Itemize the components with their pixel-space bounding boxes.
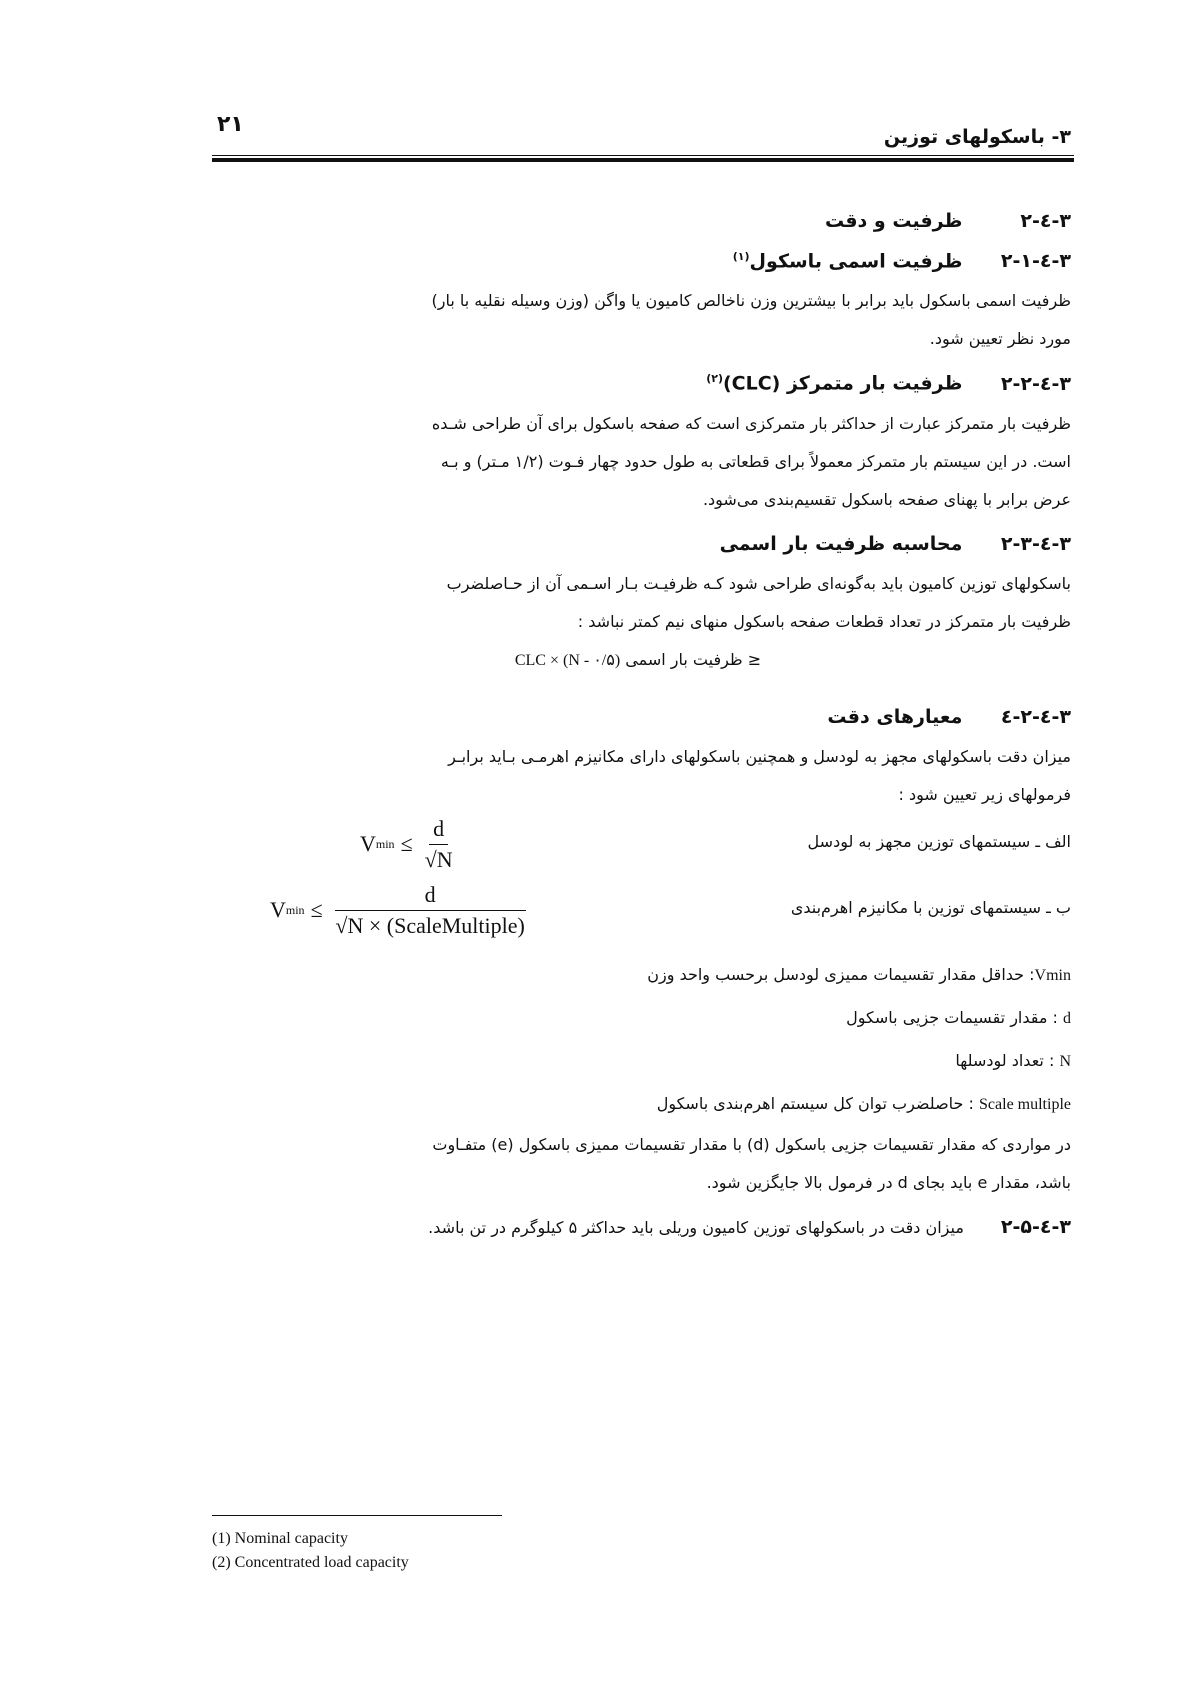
definition-symbol: d [1063, 1009, 1071, 1027]
section-heading [205, 210, 1071, 232]
paragraph-line: ظرفیت بار متمرکز عبارت از حداکثر بار متمرکزی است که صفحه باسکول برای آن طراحی شـده [431, 413, 1071, 433]
subsection-text: میزان دقت در باسکولهای توزین کامیون وریلی باید حداکثر ۵ کیلوگرم در تن باشد. [428, 1217, 964, 1237]
paragraph-line: ظرفیت بار متمرکز در تعداد قطعات صفحه باسکول منهای نیم کمتر نباشد : [577, 611, 1071, 631]
subsection-number: ۳-٤-۲-۳ [1000, 532, 1071, 555]
formula-numerator: d [429, 816, 448, 845]
paragraph-line: است. در این سیستم بار متمرکز معمولاً برای قطعاتی به طول حدود چهار فـوت (۱/۲ مـتر) و بـه [440, 451, 1071, 471]
subsection-title: محاسبه ظرفیت بار اسمی [719, 532, 963, 555]
paragraph-line: باشد، مقدار e باید بجای d در فرمول بالا جایگزین شود. [706, 1172, 1071, 1192]
paragraph-line: میزان دقت باسکولهای مجهز به لودسل و همچنین باسکولهای دارای مکانیزم اهرمـی بـاید برابـر [448, 746, 1071, 766]
formula-lhs-sub: min [285, 902, 305, 917]
footnote-rule [212, 1515, 502, 1516]
subsection-5 [205, 1216, 1071, 1238]
section-number: ۳-٤-۲ [1020, 210, 1071, 232]
definition-symbol: Scale multiple [979, 1095, 1071, 1113]
formula-a-math [360, 816, 453, 873]
paragraph-line: در مواردی که مقدار تقسیمات جزیی باسکول (d) با مقدار تقسیمات ممیزی باسکول (e) متفـاوت [432, 1134, 1071, 1154]
definition-text: : مقدار تقسیمات جزیی باسکول [846, 1007, 1063, 1027]
subsection-heading-2 [205, 372, 1071, 394]
definition-d [205, 997, 1071, 1040]
definition-vmin [205, 954, 1071, 997]
definition-symbol: N [1059, 1052, 1071, 1070]
header-rule-thin [212, 155, 1074, 156]
formula-numerator: d [335, 882, 526, 911]
paragraph-line: مورد نظر تعیین شود. [929, 329, 1071, 349]
formula-math: CLC × (N - ۰/۵) [514, 651, 621, 669]
formula-lhs-sub: min [375, 836, 395, 851]
definition-symbol: Vmin [1034, 966, 1071, 984]
formula-lhs: V [360, 831, 376, 857]
paragraph-line: باسکولهای توزین کامیون باید به‌گونه‌ای طراحی شود کـه ظرفیـت بـار اسـمی آن از حـاصلضرب [446, 573, 1071, 593]
subsection-heading-4 [205, 706, 1071, 728]
subsection-title: ظرفیت اسمی باسکول [749, 250, 963, 273]
formula-denominator: √N × (ScaleMultiple) [335, 912, 525, 938]
definition-text: : حداقل مقدار تقسیمات ممیزی لودسل برحسب واحد وزن [647, 964, 1035, 984]
subsection-number: ۳-٤-۲-۱ [1000, 250, 1071, 273]
definitions-list [205, 954, 1071, 1126]
footnote-2: (2) Concentrated load capacity [212, 1554, 409, 1571]
formula-fraction [335, 882, 526, 939]
capacity-formula [205, 641, 1071, 680]
page-number: ۲۱ [217, 112, 244, 137]
definition-n [205, 1040, 1071, 1083]
subsection-number: ۳-٤-۲-۵ [1000, 1215, 1071, 1238]
header-rule-thick [212, 158, 1074, 162]
definition-text: : حاصلضرب توان کل سیستم اهرم‌بندی باسکول [656, 1093, 980, 1113]
formula-a-label: الف ـ سیستمهای توزین مجهز به لودسل [807, 831, 1071, 851]
formula-fraction [425, 816, 453, 873]
formula-b-label: ب ـ سیستمهای توزین با مکانیزم اهرم‌بندی [790, 897, 1071, 917]
subsection-number: ۳-٤-۲-۲ [1000, 372, 1071, 395]
formula-b [205, 880, 1071, 954]
running-header-title: ۳- باسکولهای توزین [883, 126, 1071, 148]
formula-text: ≤ ظرفیت بار اسمی [625, 649, 762, 669]
formula-lhs: V [270, 897, 286, 923]
paragraph-line: فرمولهای زیر تعیین شود : [898, 784, 1071, 804]
subsection-heading-3 [205, 533, 1071, 555]
formula-b-math [270, 882, 526, 939]
footnote-ref: (۱) [732, 250, 750, 263]
footnote-ref: (۲) [706, 372, 723, 386]
paragraph-line: ظرفیت اسمی باسکول باید برابر با بیشترین وزن ناخالص کامیون یا واگن (وزن وسیله نقلیه با بار) [431, 291, 1071, 311]
formula-relation: ≤ [400, 831, 413, 857]
footnotes [212, 1527, 409, 1575]
formula-denominator: √N [424, 846, 453, 872]
page-body [205, 210, 1071, 1238]
subsection-title: ظرفیت بار متمرکز (CLC) [722, 372, 963, 395]
formula-a [205, 814, 1071, 880]
formula-relation: ≤ [310, 897, 323, 923]
definition-scale-multiple [205, 1083, 1071, 1126]
definition-text: : تعداد لودسلها [955, 1050, 1060, 1070]
section-title: ظرفیت و دقت [825, 210, 963, 232]
paragraph-line: عرض برابر با پهنای صفحه باسکول تقسیم‌بندی می‌شود. [702, 489, 1071, 509]
subsection-number: ۳-٤-۲-٤ [1000, 705, 1071, 728]
subsection-heading-1 [205, 250, 1071, 272]
subsection-title: معیارهای دقت [827, 705, 963, 728]
footnote-1: (1) Nominal capacity [212, 1530, 348, 1547]
